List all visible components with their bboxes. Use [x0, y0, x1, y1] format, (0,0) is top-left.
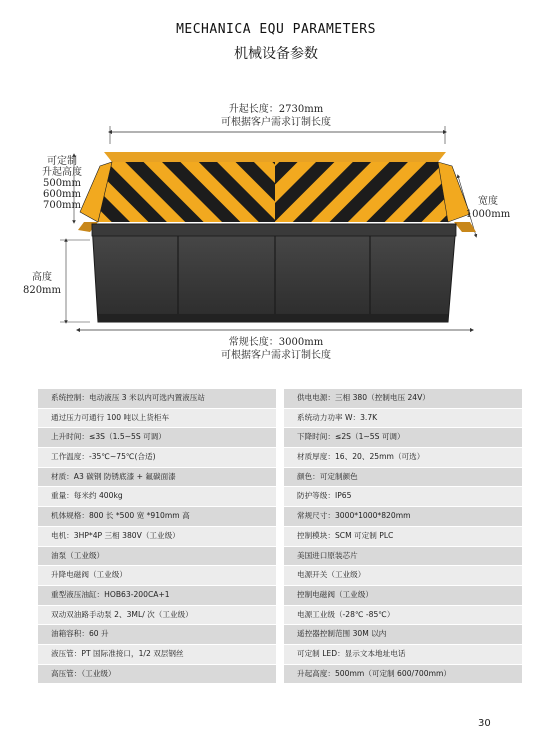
custom-lift-height-label: 可定制 升起高度 500mm 600mm 700mm	[42, 156, 82, 211]
page-title-en: MECHANICA EQU PARAMETERS	[176, 22, 376, 37]
table-row	[38, 507, 522, 526]
param-cell-right: 控制电磁阀（工业级）	[284, 586, 522, 605]
param-cell-left: 重型液压油缸：HOB63-200CA+1	[38, 586, 276, 605]
param-cell-right: 常规尺寸：3000*1000*820mm	[284, 507, 522, 526]
param-cell-left: 重量：每米约 400kg	[38, 487, 276, 506]
table-row	[38, 606, 522, 625]
table-row	[38, 547, 522, 566]
param-cell-right: 遥控器控制范围 30M 以内	[284, 625, 522, 644]
table-row	[38, 566, 522, 585]
parameter-table	[38, 389, 522, 684]
table-row	[38, 527, 522, 546]
param-cell-left: 液压管：PT 国际准接口，1/2 双层钢丝	[38, 645, 276, 664]
param-cell-right: 美国进口原装芯片	[284, 547, 522, 566]
param-cell-right: 下降时间：≤2S（1~5S 可调）	[284, 428, 522, 447]
param-cell-left: 油泵（工业级）	[38, 547, 276, 566]
param-cell-right: 可定制 LED：显示文本地址电话	[284, 645, 522, 664]
table-row	[38, 428, 522, 447]
param-cell-left: 材质：A3 碳钢 防锈底漆 + 氟碳面漆	[38, 468, 276, 487]
param-cell-left: 工作温度：-35℃~75℃(合适)	[38, 448, 276, 467]
table-row	[38, 586, 522, 605]
param-cell-right: 系统动力功率 W：3.7K	[284, 409, 522, 428]
param-cell-right: 供电电源：三相 380（控制电压 24V）	[284, 389, 522, 408]
param-cell-right: 电源工业级（-28℃ -85℃）	[284, 606, 522, 625]
table-row	[38, 468, 522, 487]
param-cell-left: 高压管：（工业级）	[38, 665, 276, 684]
param-cell-right: 颜色：可定制颜色	[284, 468, 522, 487]
page-number: 30	[478, 718, 491, 729]
param-cell-right: 控制模块：SCM 可定制 PLC	[284, 527, 522, 546]
width-label: 宽度 1000mm	[465, 196, 511, 220]
param-cell-left: 系统控制：电动液压 3 米以内可选内置液压站	[38, 389, 276, 408]
table-row	[38, 487, 522, 506]
param-cell-left: 上升时间：≤3S（1.5~5S 可调）	[38, 428, 276, 447]
table-row	[38, 409, 522, 428]
normal-length-label: 常规长度：3000mm 可根据客户需求订制长度	[221, 337, 331, 361]
blocker-box	[92, 224, 456, 322]
param-cell-right: 升起高度：500mm（可定制 600/700mm）	[284, 665, 522, 684]
param-cell-left: 电机：3HP*4P 三相 380V（工业级）	[38, 527, 276, 546]
table-row	[38, 625, 522, 644]
table-row	[38, 665, 522, 684]
param-cell-left: 升降电磁阀（工业级）	[38, 566, 276, 585]
lift-length-label: 升起长度：2730mm 可根据客户需求订制长度	[221, 104, 331, 128]
height-label: 高度 820mm	[22, 272, 62, 296]
table-row	[38, 645, 522, 664]
page-title-cn: 机械设备参数	[234, 46, 318, 62]
param-cell-left: 机体规格：800 长 *500 宽 *910mm 高	[38, 507, 276, 526]
table-row	[38, 389, 522, 408]
param-cell-left: 通过压力可通行 100 吨以上货柜车	[38, 409, 276, 428]
param-cell-left: 双动双油路手动泵 2、3ML/ 次（工业级）	[38, 606, 276, 625]
param-cell-right: 电源开关（工业级）	[284, 566, 522, 585]
table-row	[38, 448, 522, 467]
param-cell-left: 油箱容积：60 升	[38, 625, 276, 644]
param-cell-right: 材质厚度：16、20、25mm（可选）	[284, 448, 522, 467]
param-cell-right: 防护等级：IP65	[284, 487, 522, 506]
